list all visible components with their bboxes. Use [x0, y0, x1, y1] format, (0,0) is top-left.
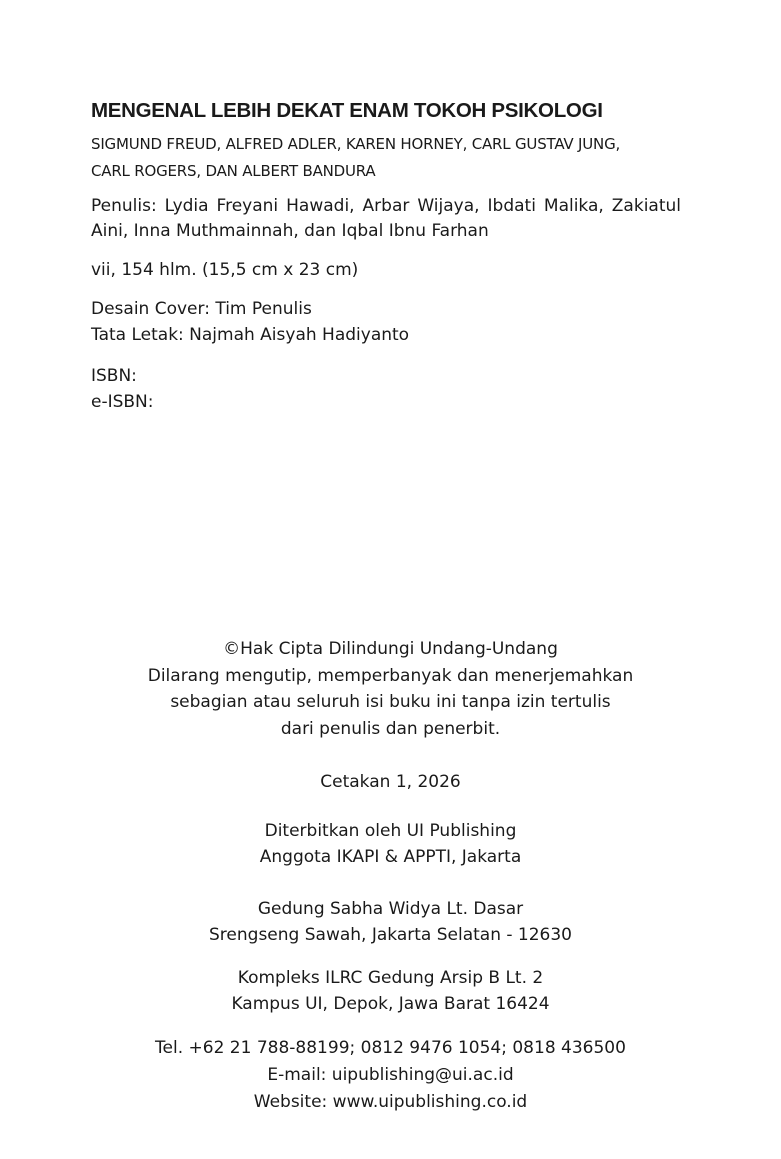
publisher-line: Anggota IKAPI & APPTI, Jakarta: [259, 847, 522, 867]
address-line: Srengseng Sawah, Jakarta Selatan - 12630: [209, 925, 572, 945]
isbn-label: ISBN:: [91, 366, 137, 386]
address-primary: [0, 896, 781, 948]
isbn-block: [91, 363, 681, 415]
copyright-line: sebagian atau seluruh isi buku ini tanpa izin tertulis: [170, 692, 611, 712]
copyright-notice: [0, 636, 781, 742]
book-info: [91, 98, 681, 415]
address-secondary: [0, 965, 781, 1017]
website-line: Website: www.uipublishing.co.id: [253, 1092, 528, 1112]
book-extent: vii, 154 hlm. (15,5 cm x 23 cm): [91, 260, 359, 280]
copyright-line: dari penulis dan penerbit.: [280, 718, 501, 739]
cover-design-credit: Desain Cover: Tim Penulis: [91, 299, 312, 319]
publisher-info: [0, 818, 781, 870]
authors-line: Penulis: Lydia Freyani Hawadi, Arbar Wijaya, Ibdati Malika, Zakiatul Aini, Inna Muthmainnah, dan Iqbal Ibnu Farhan: [91, 196, 681, 241]
book-subtitle: [91, 131, 681, 185]
credits: [91, 296, 681, 348]
contact-info: [0, 1035, 781, 1116]
subtitle-line: CARL ROGERS, DAN ALBERT BANDURA: [91, 162, 376, 180]
copyright-line: ©Hak Cipta Dilindungi Undang-Undang: [223, 639, 558, 659]
layout-credit: Tata Letak: Najmah Aisyah Hadiyanto: [91, 325, 410, 345]
eisbn-label: e-ISBN:: [91, 392, 154, 412]
printing-edition: Cetakan 1, 2026: [320, 772, 461, 792]
subtitle-line: SIGMUND FREUD, ALFRED ADLER, KAREN HORNEY, CARL GUSTAV JUNG,: [91, 135, 621, 153]
publisher-line: Diterbitkan oleh UI Publishing: [264, 821, 517, 841]
phone-line: Tel. +62 21 788-88199; 0812 9476 1054; 0818 436500: [155, 1038, 626, 1058]
address-line: Kampus UI, Depok, Jawa Barat 16424: [231, 994, 550, 1014]
address-line: Kompleks ILRC Gedung Arsip B Lt. 2: [237, 968, 544, 988]
copyright-line: Dilarang mengutip, memperbanyak dan menerjemahkan: [147, 665, 634, 686]
publication-notice: [0, 636, 781, 1116]
address-line: Gedung Sabha Widya Lt. Dasar: [257, 899, 524, 919]
book-title: MENGENAL LEBIH DEKAT ENAM TOKOH PSIKOLOGI: [91, 99, 603, 122]
email-line: E-mail: uipublishing@ui.ac.id: [267, 1065, 514, 1085]
